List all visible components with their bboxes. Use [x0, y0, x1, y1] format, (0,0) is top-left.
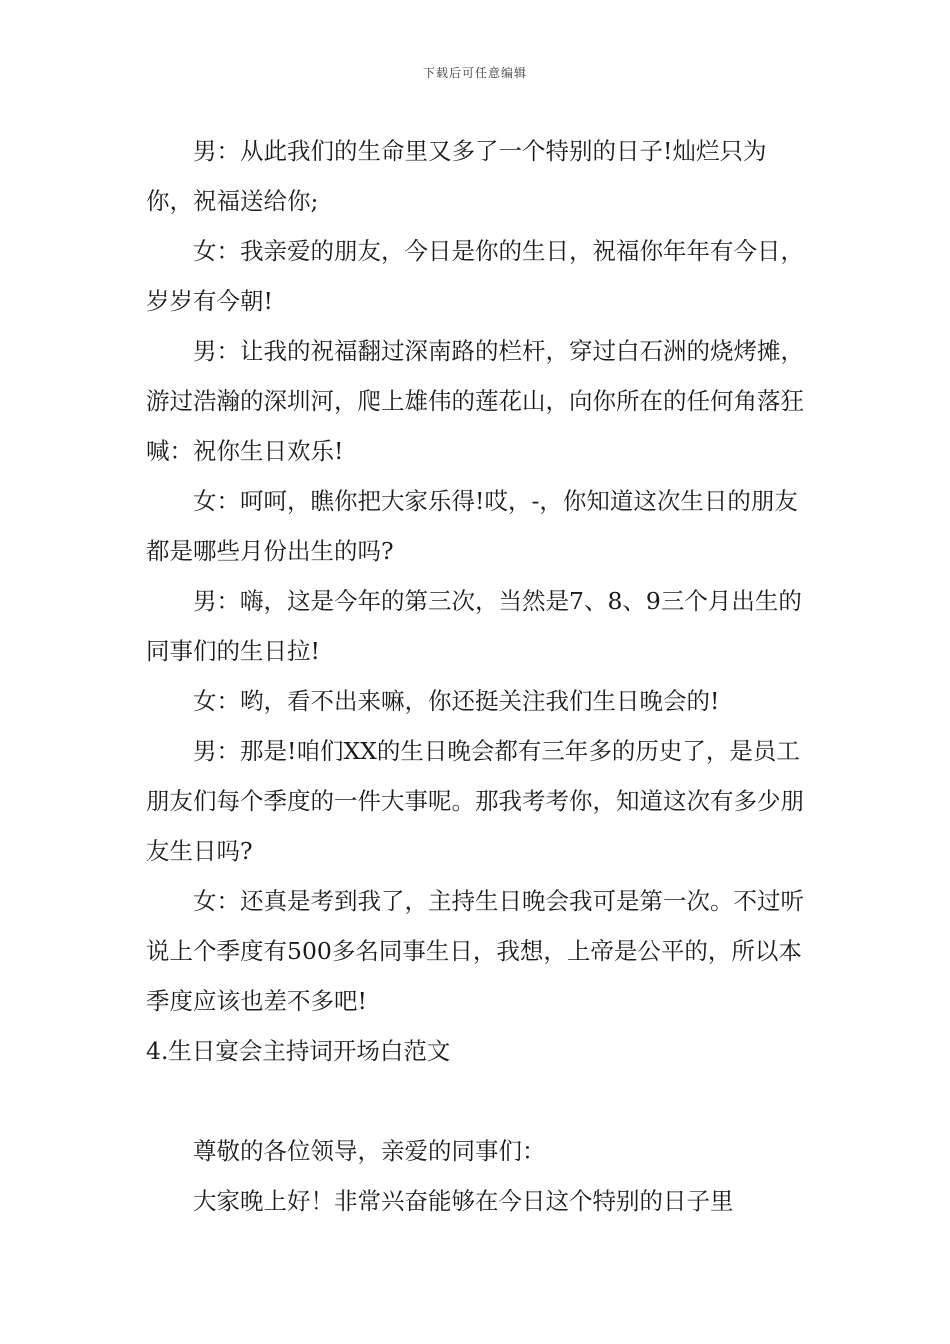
paragraph-4: 女：呵呵，瞧你把大家乐得!哎，-，你知道这次生日的朋友都是哪些月份出生的吗? [146, 487, 798, 565]
paragraph-5: 男：嗨，这是今年的第三次，当然是7、8、9三个月出生的同事们的生日拉! [146, 587, 802, 665]
blank-line [146, 1076, 808, 1126]
paragraph-9: 尊敬的各位领导，亲爱的同事们： [193, 1137, 546, 1165]
paragraph-3: 男：让我的祝福翻过深南路的栏杆，穿过白石洲的烧烤摊，游过浩瀚的深圳河，爬上雄伟的莲花山，向你所在的任何角落狂喊：祝你生日欢乐! [146, 337, 804, 465]
section-heading: 4.生日宴会主持词开场白范文 [146, 1037, 451, 1065]
paragraph-2: 女：我亲爱的朋友，今日是你的生日，祝福你年年有今日，岁岁有今朝! [146, 237, 804, 315]
document-body [146, 126, 808, 1226]
paragraph-7: 男：那是!咱们XX的生日晚会都有三年多的历史了，是员工朋友们每个季度的一件大事呢。那我考考你，知道这次有多少朋友生日吗? [146, 737, 804, 865]
page-header: 下载后可任意编辑 [422, 66, 527, 80]
paragraph-8: 女：还真是考到我了，主持生日晚会我可是第一次。不过听说上个季度有500多名同事生日，我想，上帝是公平的，所以本季度应该也差不多吧! [146, 887, 804, 1015]
paragraph-1: 男：从此我们的生命里又多了一个特别的日子!灿烂只为你，祝福送给你; [146, 137, 767, 215]
paragraph-10: 大家晚上好！非常兴奋能够在今日这个特别的日子里 [193, 1187, 734, 1215]
paragraph-6: 女：哟，看不出来嘛，你还挺关注我们生日晚会的! [193, 687, 720, 715]
